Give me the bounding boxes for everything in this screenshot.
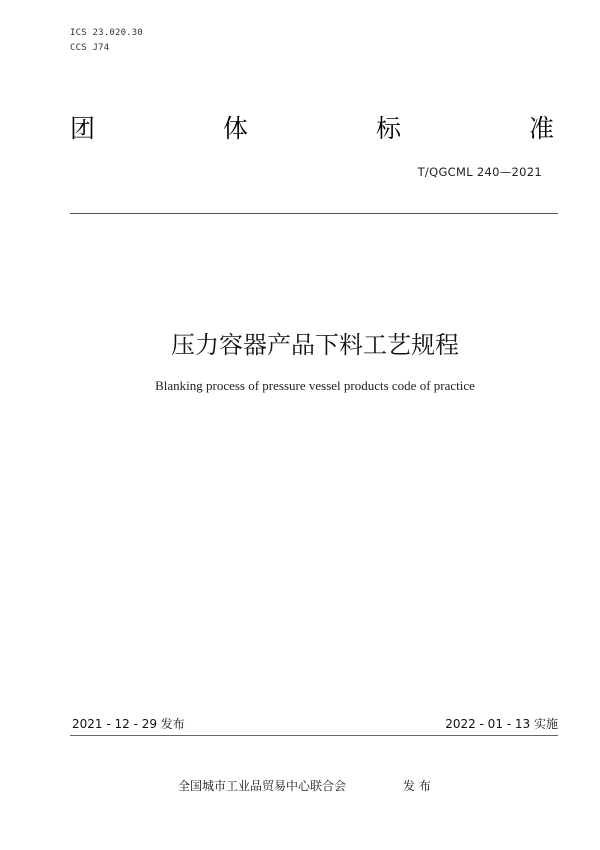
standard-number: T/QGCML 240—2021 xyxy=(417,165,542,179)
issuer-action: 发 布 xyxy=(403,779,431,793)
header-divider xyxy=(70,213,558,214)
ics-code: ICS 23.020.30 xyxy=(70,28,144,38)
footer-divider xyxy=(70,735,558,736)
standard-type-heading xyxy=(70,112,554,146)
standard-type-char: 团 xyxy=(70,114,96,143)
issue-date: 2021 - 12 - 29 发布 xyxy=(72,717,185,731)
standard-type-char: 准 xyxy=(528,114,554,143)
document-title: 压力容器产品下料工艺规程 xyxy=(171,331,459,359)
implementation-date: 2022 - 01 - 13 实施 xyxy=(445,717,558,731)
issuer-name: 全国城市工业品贸易中心联合会 xyxy=(178,779,347,793)
document-title-english: Blanking process of pressure vessel products code of practice xyxy=(155,378,475,393)
ccs-code: CCS J74 xyxy=(70,43,110,53)
standard-type-char: 体 xyxy=(222,114,248,143)
standard-type-char: 标 xyxy=(375,114,401,143)
